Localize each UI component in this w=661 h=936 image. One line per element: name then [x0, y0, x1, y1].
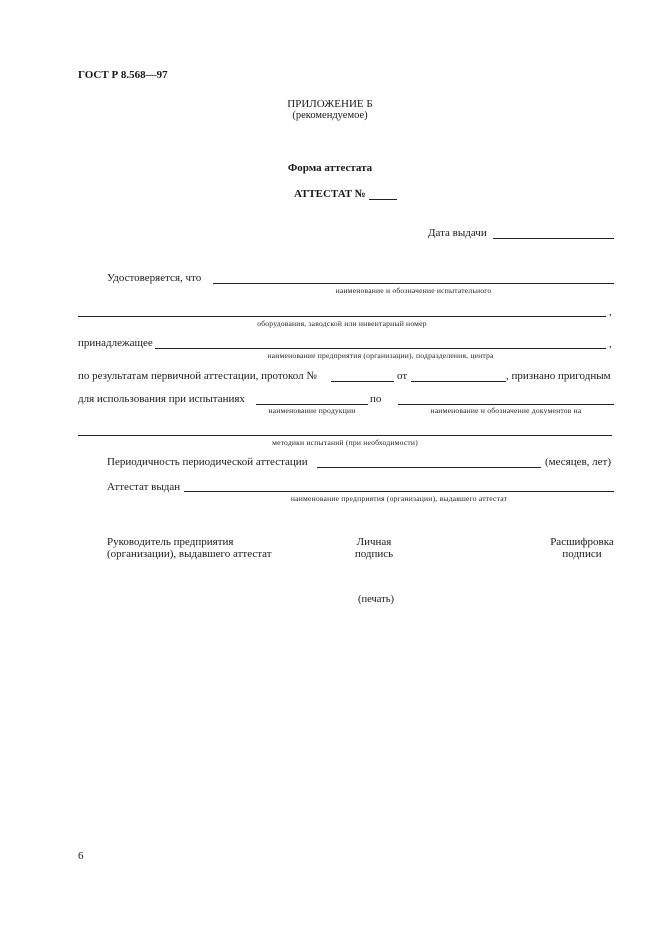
certificate-label: АТТЕСТАТ №: [294, 188, 366, 200]
caption-equipment-name: наименование и обозначение испытательного: [335, 286, 492, 295]
appendix-note: (рекомендуемое): [292, 110, 368, 121]
sign-head-line1: Руководитель предприятия: [107, 536, 234, 548]
results-suffix: , признано пригодным: [506, 370, 611, 382]
use-by: по: [370, 393, 382, 405]
periodicity-line[interactable]: [317, 467, 541, 468]
product-line[interactable]: [256, 404, 368, 405]
use-label: для использования при испытаниях: [78, 393, 245, 405]
sign-personal-line2: подпись: [354, 548, 394, 560]
certifies-label: Удостоверяется, что: [107, 272, 202, 284]
caption-methods: методики испытаний (при необходимости): [272, 438, 418, 447]
caption-product: наименование продукции: [268, 406, 356, 415]
belongs-comma: ,: [609, 338, 612, 350]
belongs-label: принадлежащее: [78, 337, 153, 349]
equipment-name-line[interactable]: [213, 283, 614, 284]
caption-docs: наименование и обозначение документов на: [430, 406, 582, 415]
stamp-label: (печать): [357, 594, 395, 605]
caption-issuer: наименование предприятия (организации), выдавшего аттестат: [290, 494, 508, 503]
protocol-date-line[interactable]: [411, 381, 506, 382]
line2-comma: ,: [609, 306, 612, 318]
sign-personal-line1: Личная: [356, 536, 392, 548]
form-title: Форма аттестата: [287, 162, 373, 174]
issuer-line[interactable]: [184, 491, 614, 492]
protocol-number-line[interactable]: [331, 381, 394, 382]
equipment-serial-line[interactable]: [78, 316, 606, 317]
issue-date-line[interactable]: [493, 238, 614, 239]
caption-equipment-serial: оборудования, заводской или инвентарный номер: [257, 319, 427, 328]
sign-decode-line2: подписи: [562, 548, 602, 560]
sign-decode-line1: Расшифровка: [550, 536, 614, 548]
periodicity-unit: (месяцев, лет): [545, 456, 612, 468]
certificate-number-line[interactable]: [369, 199, 397, 200]
documents-line[interactable]: [398, 404, 614, 405]
results-from: от: [397, 370, 408, 382]
caption-organization: наименование предприятия (организации), подразделения, центра: [267, 351, 494, 360]
methods-line[interactable]: [78, 435, 612, 436]
issue-date-label: Дата выдачи: [428, 227, 487, 239]
issued-by-label: Аттестат выдан: [107, 481, 181, 493]
periodicity-label: Периодичность периодической аттестации: [107, 456, 308, 468]
standard-header: ГОСТ Р 8.568—97: [78, 69, 168, 81]
organization-line[interactable]: [155, 348, 606, 349]
appendix-title: ПРИЛОЖЕНИЕ Б: [287, 98, 373, 110]
results-prefix: по результатам первичной аттестации, протокол №: [78, 370, 317, 382]
page-number: 6: [78, 850, 84, 862]
sign-head-line2: (организации), выдавшего аттестат: [107, 548, 272, 560]
